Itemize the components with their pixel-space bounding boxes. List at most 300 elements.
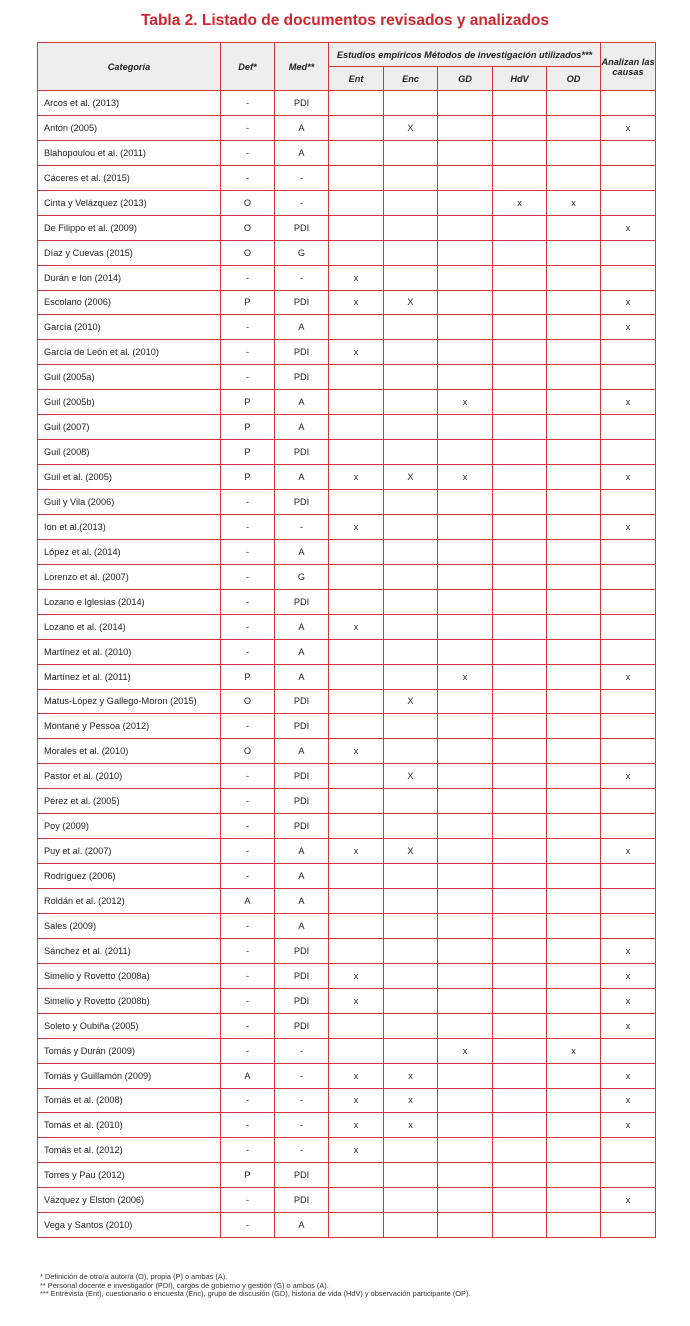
- cell-enc: [384, 91, 438, 116]
- cell-categoria: Arcos et al. (2013): [38, 91, 221, 116]
- cell-med: A: [275, 115, 329, 140]
- cell-gd: [438, 714, 493, 739]
- cell-def: P: [221, 440, 275, 465]
- table-row: [38, 290, 656, 315]
- cell-analizan: [601, 415, 656, 440]
- cell-od: [547, 140, 601, 165]
- cell-hdv: [493, 1163, 547, 1188]
- cell-hdv: [493, 1138, 547, 1163]
- cell-categoria: Lozano e Iglesias (2014): [38, 589, 221, 614]
- cell-analizan: [601, 1038, 656, 1063]
- cell-ent: [329, 490, 384, 515]
- cell-med: -: [275, 1063, 329, 1088]
- cell-enc: [384, 539, 438, 564]
- cell-od: [547, 714, 601, 739]
- cell-hdv: [493, 415, 547, 440]
- cell-med: A: [275, 315, 329, 340]
- cell-def: O: [221, 739, 275, 764]
- cell-gd: [438, 839, 493, 864]
- cell-hdv: [493, 864, 547, 889]
- cell-hdv: [493, 215, 547, 240]
- cell-med: PDI: [275, 340, 329, 365]
- cell-ent: x: [329, 963, 384, 988]
- cell-od: [547, 290, 601, 315]
- cell-ent: x: [329, 739, 384, 764]
- cell-med: A: [275, 140, 329, 165]
- cell-med: G: [275, 564, 329, 589]
- cell-enc: X: [384, 115, 438, 140]
- cell-hdv: [493, 988, 547, 1013]
- cell-categoria: Guil (2008): [38, 440, 221, 465]
- cell-hdv: [493, 839, 547, 864]
- cell-od: [547, 1213, 601, 1238]
- cell-hdv: [493, 1013, 547, 1038]
- cell-def: P: [221, 664, 275, 689]
- cell-analizan: [601, 140, 656, 165]
- header-enc: Enc: [384, 67, 438, 91]
- table-row: [38, 889, 656, 914]
- cell-categoria: Vega y Santos (2010): [38, 1213, 221, 1238]
- cell-med: A: [275, 839, 329, 864]
- cell-enc: [384, 265, 438, 290]
- cell-med: -: [275, 265, 329, 290]
- cell-analizan: [601, 889, 656, 914]
- cell-od: [547, 390, 601, 415]
- cell-gd: [438, 514, 493, 539]
- table-row: [38, 589, 656, 614]
- table-row: [38, 365, 656, 390]
- cell-ent: [329, 240, 384, 265]
- cell-med: -: [275, 165, 329, 190]
- cell-def: -: [221, 490, 275, 515]
- cell-enc: [384, 639, 438, 664]
- cell-categoria: Pérez et al. (2005): [38, 789, 221, 814]
- cell-categoria: López et al. (2014): [38, 539, 221, 564]
- cell-analizan: x: [601, 465, 656, 490]
- cell-analizan: x: [601, 215, 656, 240]
- cell-gd: [438, 240, 493, 265]
- cell-ent: x: [329, 1088, 384, 1113]
- cell-enc: [384, 390, 438, 415]
- cell-od: [547, 514, 601, 539]
- cell-hdv: [493, 739, 547, 764]
- cell-enc: [384, 714, 438, 739]
- cell-gd: [438, 91, 493, 116]
- cell-od: [547, 465, 601, 490]
- cell-med: PDI: [275, 789, 329, 814]
- cell-med: PDI: [275, 1188, 329, 1213]
- cell-analizan: x: [601, 938, 656, 963]
- cell-gd: [438, 963, 493, 988]
- header-ent: Ent: [329, 67, 384, 91]
- cell-analizan: [601, 1138, 656, 1163]
- cell-def: -: [221, 1038, 275, 1063]
- cell-analizan: x: [601, 764, 656, 789]
- cell-od: [547, 639, 601, 664]
- header-estudios: Estudios empíricos Métodos de investigación utilizados***: [329, 43, 601, 67]
- cell-ent: [329, 91, 384, 116]
- cell-categoria: Poy (2009): [38, 814, 221, 839]
- cell-analizan: [601, 1213, 656, 1238]
- cell-def: -: [221, 1013, 275, 1038]
- cell-analizan: [601, 190, 656, 215]
- cell-analizan: [601, 913, 656, 938]
- cell-ent: [329, 938, 384, 963]
- cell-analizan: [601, 639, 656, 664]
- cell-analizan: x: [601, 390, 656, 415]
- cell-gd: [438, 440, 493, 465]
- cell-od: [547, 440, 601, 465]
- cell-gd: [438, 789, 493, 814]
- cell-ent: x: [329, 514, 384, 539]
- cell-def: -: [221, 340, 275, 365]
- cell-analizan: [601, 365, 656, 390]
- cell-ent: x: [329, 614, 384, 639]
- cell-od: [547, 988, 601, 1013]
- cell-ent: x: [329, 265, 384, 290]
- cell-gd: [438, 639, 493, 664]
- cell-gd: [438, 115, 493, 140]
- cell-med: PDI: [275, 440, 329, 465]
- cell-med: A: [275, 539, 329, 564]
- cell-categoria: Sales (2009): [38, 913, 221, 938]
- cell-def: -: [221, 938, 275, 963]
- cell-enc: [384, 1163, 438, 1188]
- cell-hdv: [493, 589, 547, 614]
- table-row: [38, 440, 656, 465]
- cell-analizan: x: [601, 1088, 656, 1113]
- cell-def: -: [221, 1138, 275, 1163]
- cell-analizan: [601, 614, 656, 639]
- cell-gd: [438, 988, 493, 1013]
- cell-hdv: [493, 814, 547, 839]
- footnotes: [40, 1273, 660, 1299]
- cell-def: -: [221, 539, 275, 564]
- cell-hdv: [493, 290, 547, 315]
- cell-od: [547, 889, 601, 914]
- cell-gd: x: [438, 1038, 493, 1063]
- cell-od: [547, 789, 601, 814]
- cell-analizan: [601, 864, 656, 889]
- table-row: [38, 913, 656, 938]
- cell-med: A: [275, 639, 329, 664]
- cell-categoria: García de León et al. (2010): [38, 340, 221, 365]
- cell-def: -: [221, 913, 275, 938]
- cell-med: PDI: [275, 290, 329, 315]
- cell-analizan: x: [601, 315, 656, 340]
- cell-analizan: x: [601, 1113, 656, 1138]
- cell-analizan: x: [601, 514, 656, 539]
- cell-od: [547, 115, 601, 140]
- cell-med: PDI: [275, 689, 329, 714]
- header-def: Def*: [221, 43, 275, 91]
- cell-categoria: Simelio y Rovetto (2008a): [38, 963, 221, 988]
- cell-categoria: Martínez et al. (2010): [38, 639, 221, 664]
- cell-od: x: [547, 1038, 601, 1063]
- cell-categoria: Guil (2005a): [38, 365, 221, 390]
- cell-gd: [438, 938, 493, 963]
- cell-od: [547, 1063, 601, 1088]
- cell-med: PDI: [275, 1013, 329, 1038]
- cell-ent: [329, 639, 384, 664]
- cell-gd: [438, 614, 493, 639]
- cell-gd: [438, 1113, 493, 1138]
- cell-od: [547, 814, 601, 839]
- cell-hdv: [493, 1088, 547, 1113]
- footnote-def: * Definición de otro/a autor/a (O), propia (P) o ambas (A).: [40, 1272, 228, 1281]
- table-row: [38, 340, 656, 365]
- cell-od: [547, 689, 601, 714]
- cell-categoria: García (2010): [38, 315, 221, 340]
- cell-def: -: [221, 614, 275, 639]
- cell-gd: [438, 689, 493, 714]
- cell-med: PDI: [275, 988, 329, 1013]
- cell-od: [547, 1163, 601, 1188]
- header-med: Med**: [275, 43, 329, 91]
- cell-gd: [438, 265, 493, 290]
- table-row: [38, 764, 656, 789]
- cell-gd: [438, 140, 493, 165]
- cell-med: -: [275, 1088, 329, 1113]
- cell-def: -: [221, 839, 275, 864]
- cell-med: PDI: [275, 589, 329, 614]
- cell-ent: [329, 714, 384, 739]
- cell-hdv: [493, 1038, 547, 1063]
- cell-hdv: [493, 689, 547, 714]
- cell-ent: x: [329, 1063, 384, 1088]
- cell-od: [547, 764, 601, 789]
- table-row: [38, 864, 656, 889]
- cell-med: A: [275, 415, 329, 440]
- cell-ent: [329, 764, 384, 789]
- table-row: [38, 115, 656, 140]
- cell-ent: [329, 689, 384, 714]
- cell-categoria: Blahopoulou et al. (2011): [38, 140, 221, 165]
- cell-categoria: Díaz y Cuevas (2015): [38, 240, 221, 265]
- cell-enc: [384, 739, 438, 764]
- cell-enc: [384, 1013, 438, 1038]
- cell-hdv: [493, 614, 547, 639]
- cell-ent: [329, 440, 384, 465]
- cell-hdv: [493, 714, 547, 739]
- cell-hdv: [493, 789, 547, 814]
- table-row: [38, 1113, 656, 1138]
- cell-categoria: Antón (2005): [38, 115, 221, 140]
- cell-med: PDI: [275, 938, 329, 963]
- cell-hdv: [493, 490, 547, 515]
- cell-def: -: [221, 1113, 275, 1138]
- cell-categoria: Sánchez et al. (2011): [38, 938, 221, 963]
- cell-analizan: x: [601, 1063, 656, 1088]
- cell-hdv: [493, 115, 547, 140]
- cell-analizan: x: [601, 988, 656, 1013]
- cell-gd: [438, 864, 493, 889]
- cell-od: [547, 91, 601, 116]
- header-categoria: Categoría: [38, 43, 221, 91]
- cell-def: A: [221, 1063, 275, 1088]
- table-row: [38, 140, 656, 165]
- cell-ent: x: [329, 988, 384, 1013]
- table-row: [38, 315, 656, 340]
- cell-enc: x: [384, 1063, 438, 1088]
- cell-analizan: x: [601, 963, 656, 988]
- cell-med: A: [275, 889, 329, 914]
- documents-table: [37, 42, 656, 1238]
- cell-def: -: [221, 714, 275, 739]
- cell-def: O: [221, 190, 275, 215]
- cell-def: O: [221, 215, 275, 240]
- cell-od: [547, 1138, 601, 1163]
- cell-ent: [329, 814, 384, 839]
- cell-od: [547, 265, 601, 290]
- cell-analizan: [601, 564, 656, 589]
- cell-od: [547, 664, 601, 689]
- cell-od: [547, 963, 601, 988]
- cell-hdv: [493, 889, 547, 914]
- cell-med: -: [275, 190, 329, 215]
- cell-def: P: [221, 465, 275, 490]
- table-row: [38, 415, 656, 440]
- cell-def: P: [221, 390, 275, 415]
- cell-enc: [384, 614, 438, 639]
- cell-analizan: x: [601, 664, 656, 689]
- cell-hdv: [493, 564, 547, 589]
- cell-categoria: Cinta y Velázquez (2013): [38, 190, 221, 215]
- cell-def: -: [221, 963, 275, 988]
- cell-ent: [329, 215, 384, 240]
- cell-gd: [438, 913, 493, 938]
- cell-enc: [384, 1038, 438, 1063]
- cell-ent: [329, 564, 384, 589]
- cell-od: [547, 240, 601, 265]
- cell-def: -: [221, 789, 275, 814]
- cell-med: PDI: [275, 963, 329, 988]
- cell-med: PDI: [275, 365, 329, 390]
- cell-od: [547, 315, 601, 340]
- cell-od: [547, 1088, 601, 1113]
- cell-analizan: [601, 265, 656, 290]
- cell-od: [547, 539, 601, 564]
- cell-enc: [384, 814, 438, 839]
- cell-gd: [438, 165, 493, 190]
- table-row: [38, 814, 656, 839]
- cell-categoria: Torres y Pau (2012): [38, 1163, 221, 1188]
- cell-analizan: [601, 490, 656, 515]
- cell-enc: [384, 564, 438, 589]
- cell-analizan: [601, 539, 656, 564]
- cell-od: [547, 1013, 601, 1038]
- cell-def: P: [221, 290, 275, 315]
- cell-med: A: [275, 614, 329, 639]
- cell-categoria: Roldán et al. (2012): [38, 889, 221, 914]
- cell-analizan: x: [601, 115, 656, 140]
- cell-categoria: Vázquez y Elston (2006): [38, 1188, 221, 1213]
- cell-med: -: [275, 1038, 329, 1063]
- cell-med: PDI: [275, 1163, 329, 1188]
- cell-enc: [384, 988, 438, 1013]
- cell-ent: [329, 539, 384, 564]
- cell-med: A: [275, 390, 329, 415]
- cell-enc: [384, 140, 438, 165]
- cell-ent: x: [329, 1113, 384, 1138]
- cell-od: [547, 614, 601, 639]
- cell-med: PDI: [275, 814, 329, 839]
- cell-def: O: [221, 240, 275, 265]
- cell-gd: [438, 1088, 493, 1113]
- cell-categoria: Lozano et al. (2014): [38, 614, 221, 639]
- cell-enc: [384, 415, 438, 440]
- cell-gd: [438, 1013, 493, 1038]
- table-row: [38, 988, 656, 1013]
- cell-analizan: [601, 589, 656, 614]
- header-hdv: HdV: [493, 67, 547, 91]
- table-row: [38, 265, 656, 290]
- cell-enc: [384, 789, 438, 814]
- cell-enc: X: [384, 290, 438, 315]
- cell-categoria: Durán e Ion (2014): [38, 265, 221, 290]
- cell-od: [547, 938, 601, 963]
- cell-hdv: [493, 1213, 547, 1238]
- cell-enc: [384, 938, 438, 963]
- cell-analizan: [601, 91, 656, 116]
- cell-enc: [384, 589, 438, 614]
- cell-def: O: [221, 689, 275, 714]
- cell-gd: x: [438, 465, 493, 490]
- table-row: [38, 514, 656, 539]
- cell-enc: X: [384, 689, 438, 714]
- cell-categoria: Simelio y Rovetto (2008b): [38, 988, 221, 1013]
- cell-gd: [438, 1063, 493, 1088]
- cell-enc: [384, 889, 438, 914]
- cell-ent: x: [329, 340, 384, 365]
- cell-ent: [329, 664, 384, 689]
- cell-hdv: [493, 91, 547, 116]
- cell-od: [547, 490, 601, 515]
- cell-def: P: [221, 415, 275, 440]
- cell-gd: [438, 1213, 493, 1238]
- cell-ent: [329, 1013, 384, 1038]
- table-row: [38, 1088, 656, 1113]
- cell-def: -: [221, 864, 275, 889]
- cell-def: -: [221, 514, 275, 539]
- cell-analizan: [601, 714, 656, 739]
- cell-analizan: x: [601, 290, 656, 315]
- cell-analizan: x: [601, 839, 656, 864]
- cell-ent: [329, 365, 384, 390]
- cell-enc: X: [384, 465, 438, 490]
- table-row: [38, 215, 656, 240]
- cell-ent: [329, 889, 384, 914]
- cell-analizan: [601, 739, 656, 764]
- cell-hdv: [493, 1188, 547, 1213]
- cell-hdv: [493, 340, 547, 365]
- cell-enc: [384, 365, 438, 390]
- cell-ent: x: [329, 290, 384, 315]
- table-row: [38, 1213, 656, 1238]
- footnote-methods: *** Entrevista (Ent), cuestionario o encuesta (Enc), grupo de discusión (GD), historia de vida (HdV) y observación participante (OP).: [40, 1289, 471, 1299]
- cell-enc: x: [384, 1113, 438, 1138]
- cell-def: -: [221, 988, 275, 1013]
- cell-hdv: [493, 440, 547, 465]
- cell-hdv: [493, 938, 547, 963]
- cell-def: -: [221, 764, 275, 789]
- cell-hdv: [493, 465, 547, 490]
- cell-hdv: [493, 1113, 547, 1138]
- cell-ent: [329, 140, 384, 165]
- cell-hdv: [493, 639, 547, 664]
- cell-enc: [384, 1213, 438, 1238]
- cell-enc: [384, 165, 438, 190]
